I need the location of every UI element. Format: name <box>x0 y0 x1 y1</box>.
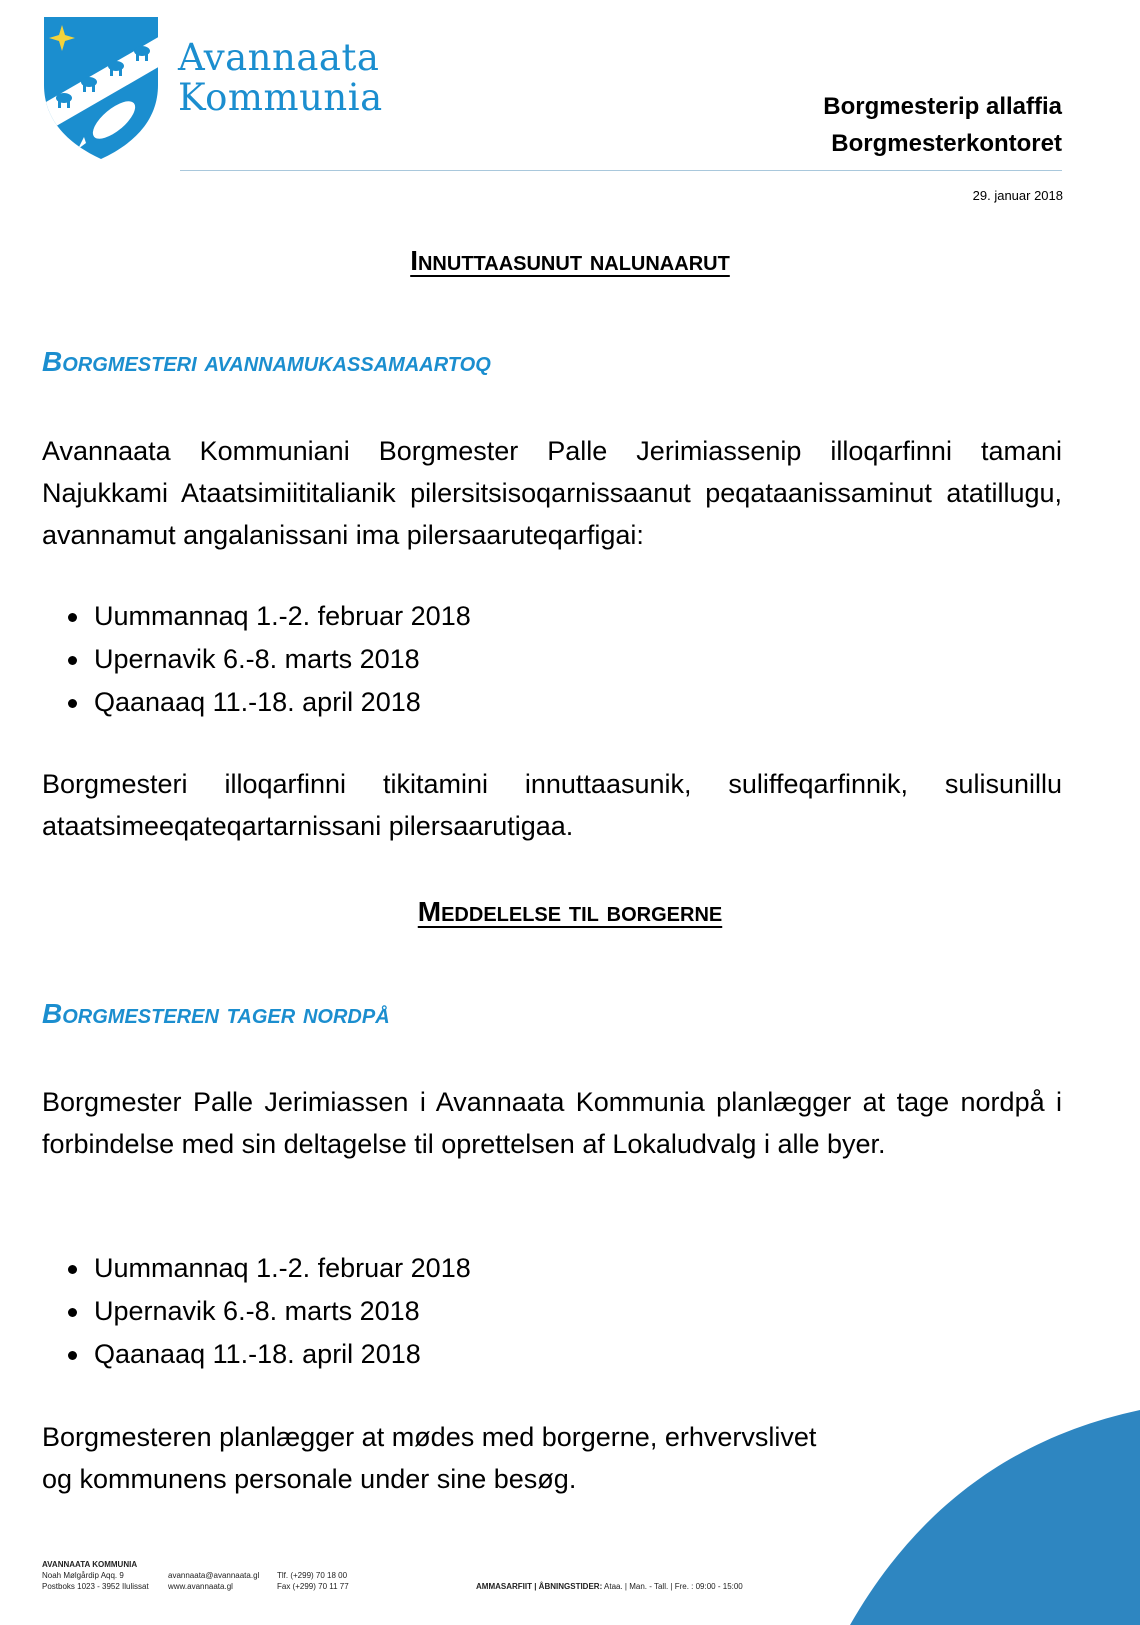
footer-address-line2: Postboks 1023 - 3952 Ilulissat <box>42 1582 149 1591</box>
footer-hours-value: Ataa. | Man. - Tall. | Fre. : 09:00 - 15:00 <box>604 1582 743 1591</box>
paragraph-greenlandic-1: Avannaata Kommuniani Borgmester Palle Jerimiassenip illoqarfinni tamani Najukkami Ataatsimiititalianik pilersitsisoqarnissaanut peqataanissaminut atatillugu, avannamut angalanissani ima pilersaaruteqarfigai: <box>42 436 1062 550</box>
logo-text-line2: Kommunia <box>178 76 383 119</box>
heading-danish: Borgmesteren tager nordpå <box>42 998 390 1029</box>
footer-contact-web <box>168 1570 259 1592</box>
footer-email[interactable]: avannaata@avannaata.gl <box>168 1571 260 1580</box>
paragraph-danish-1: Borgmester Palle Jerimiassen i Avannaata Kommunia planlægger at tage nordpå i forbindelse med sin deltagelse til oprettelsen af Lokaludvalg i alle byer. <box>42 1087 1062 1159</box>
document-date: 29. januar 2018 <box>972 188 1063 203</box>
footer-address-line1: Noah Mølgårdip Aqq. 9 <box>42 1571 124 1580</box>
list-item: Qaanaaq 11.-18. april 2018 <box>68 681 471 724</box>
list-item: Qaanaaq 11.-18. april 2018 <box>68 1333 471 1376</box>
section-title-danish: Meddelelse til borgerne <box>417 896 723 927</box>
list-item: Uummannaq 1.-2. februar 2018 <box>68 1247 471 1290</box>
logo-text-line1: Avannaata <box>178 36 380 79</box>
bullet-list-danish <box>68 1247 471 1376</box>
bullet-list-greenlandic <box>68 595 471 724</box>
heading-greenlandic: Borgmesteri avannamukassamaartoq <box>42 346 491 377</box>
footer-contact-phone <box>277 1570 349 1592</box>
footer-website[interactable]: www.avannaata.gl <box>168 1582 233 1591</box>
section-title-greenlandic: Innuttaasunut nalunaarut <box>410 245 730 276</box>
office-line1: Borgmesterip allaffia <box>823 93 1062 120</box>
paragraph-danish-2: Borgmesteren planlægger at mødes med borgerne, erhvervslivet og kommunens personale under sine besøg. <box>42 1422 817 1494</box>
office-name <box>823 88 1062 162</box>
footer-org-name: AVANNAATA KOMMUNIA <box>42 1560 138 1569</box>
decorative-blue-swoosh <box>850 1410 1140 1625</box>
coat-of-arms-logo <box>42 15 160 161</box>
paragraph-greenlandic-2: Borgmesteri illoqarfinni tikitamini innuttaasunik, suliffeqarfinnik, sulisunillu ataatsimeeqateqartarnissani pilersaarutigaa. <box>42 769 1062 841</box>
footer-hours-label: AMMASARFIIT | ÅBNINGSTIDER: <box>476 1582 603 1591</box>
list-item: Upernavik 6.-8. marts 2018 <box>68 1290 471 1333</box>
header-divider <box>180 170 1062 171</box>
footer-opening-hours <box>476 1581 743 1592</box>
footer-fax: Fax (+299) 70 11 77 <box>277 1582 349 1591</box>
office-line2: Borgmesterkontoret <box>831 130 1062 157</box>
list-item: Uummannaq 1.-2. februar 2018 <box>68 595 471 638</box>
logo-wordmark <box>178 38 383 118</box>
list-item: Upernavik 6.-8. marts 2018 <box>68 638 471 681</box>
footer-phone: Tlf. (+299) 70 18 00 <box>277 1571 348 1580</box>
footer-address <box>42 1559 149 1592</box>
